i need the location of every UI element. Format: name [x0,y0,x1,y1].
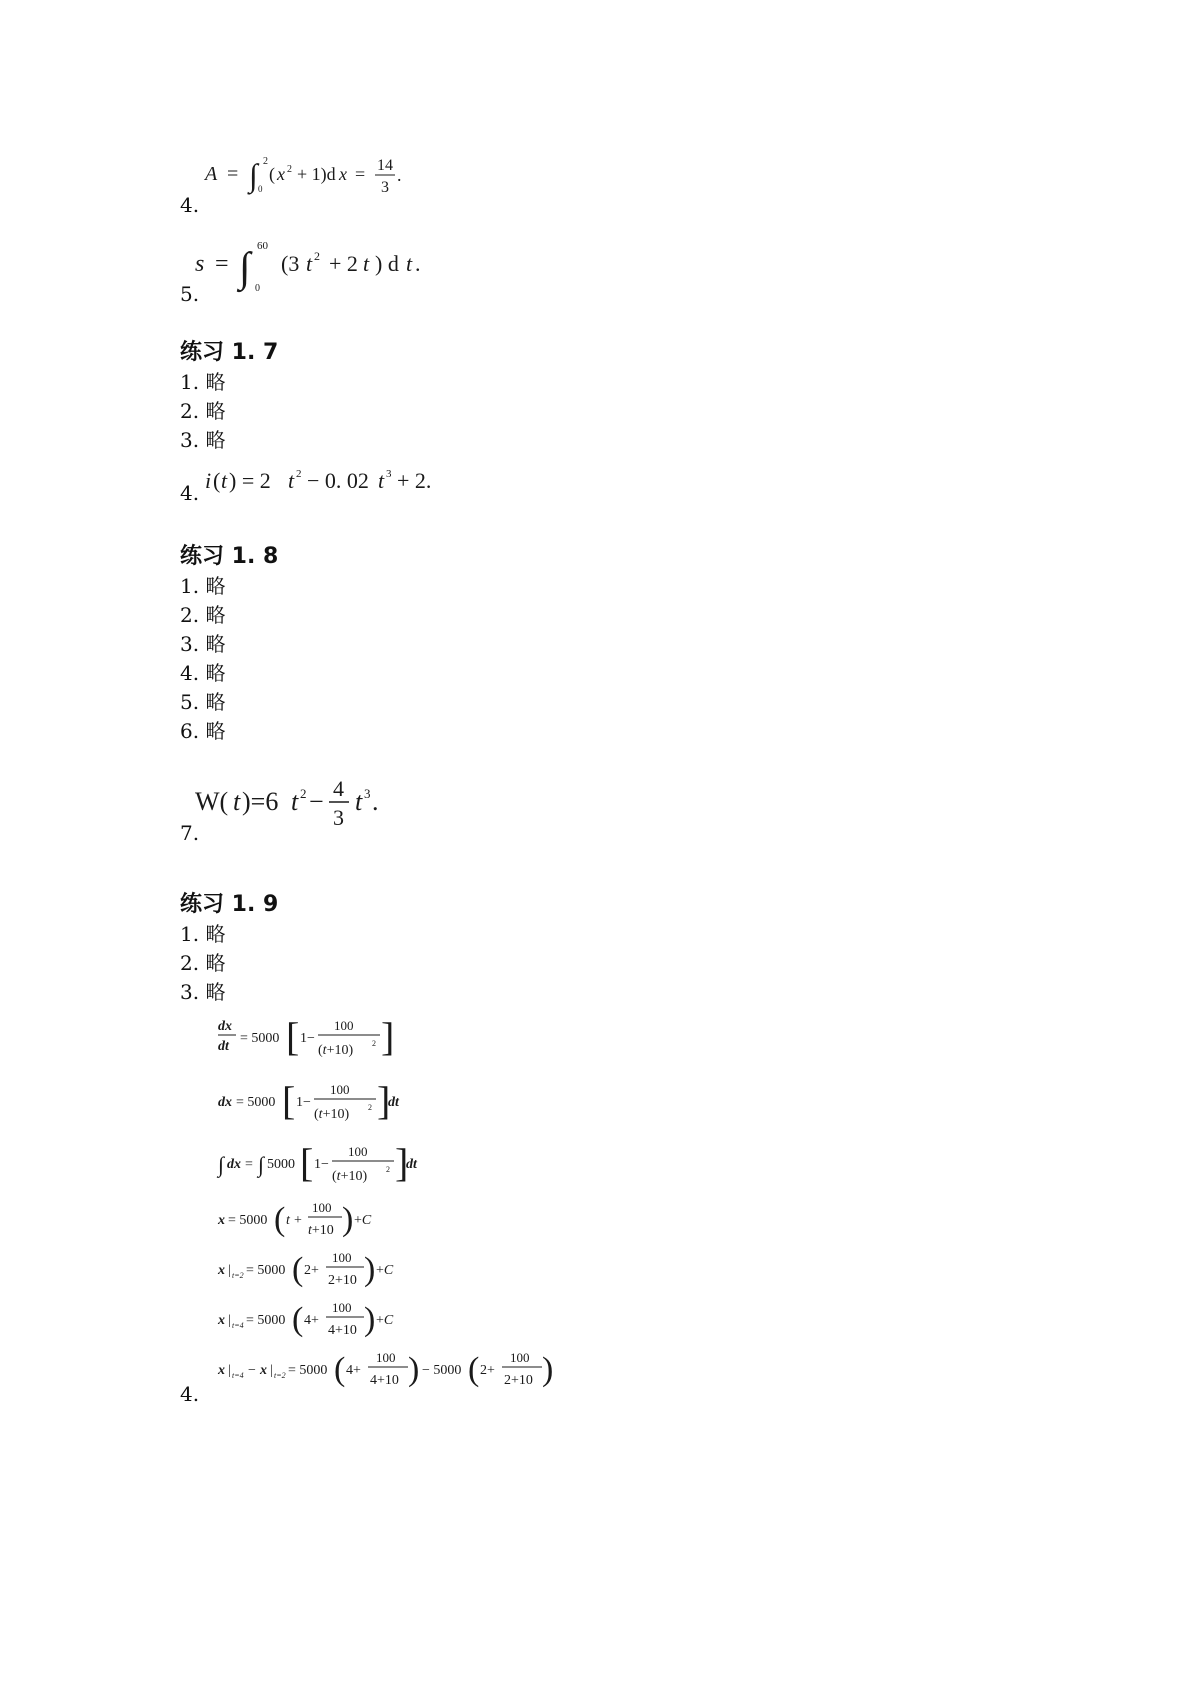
svg-text:= 5000: = 5000 [228,1213,268,1228]
svg-text:x: x [277,164,285,184]
svg-text:dt: dt [388,1095,399,1110]
svg-text:5000: 5000 [267,1157,295,1172]
svg-text:100: 100 [332,1250,352,1265]
list-item: 1. 略 [180,370,226,394]
svg-text:3: 3 [386,468,392,480]
svg-text:1−: 1− [314,1157,329,1172]
svg-text:0: 0 [255,283,260,294]
svg-text:∫: ∫ [249,157,258,193]
svg-text:[: [ [300,1140,314,1185]
svg-text:): ) [342,1201,354,1238]
svg-text:.: . [397,165,402,185]
svg-text:= 5000: = 5000 [246,1263,286,1278]
svg-text:dt: dt [218,1039,229,1054]
svg-text:2: 2 [287,164,292,175]
svg-text:t: t [221,468,228,493]
svg-text:100: 100 [330,1082,350,1097]
list-item: 3. 略 [180,980,226,1004]
svg-text:=: = [355,164,366,184]
svg-text:= 5000: = 5000 [246,1313,286,1328]
section-title: 练习 1. 9 [180,892,279,917]
svg-text:=: = [227,163,239,185]
svg-text:60: 60 [257,240,268,252]
svg-text:0: 0 [258,184,263,194]
svg-text:t: t [363,251,370,276]
item-number: 4. [180,1382,200,1406]
svg-text:2: 2 [372,1039,376,1048]
svg-text:∫: ∫ [218,1152,225,1177]
svg-text:t: t [406,251,413,276]
list-item: 6. 略 [180,719,226,743]
svg-text:∫: ∫ [239,245,251,291]
svg-text:[: [ [282,1078,296,1123]
svg-text:x: x [339,164,347,184]
svg-text:x: x [218,1263,225,1278]
svg-text:t: t [291,787,299,816]
item-number: 7. [180,821,200,845]
list-item: 1. 略 [180,922,226,946]
list-item: 2. 略 [180,951,226,975]
svg-text:− 5000: − 5000 [422,1363,462,1378]
svg-text:t=2: t=2 [274,1371,286,1380]
svg-text:(: ( [269,164,275,184]
svg-text:= 5000: = 5000 [240,1031,280,1046]
svg-text:): ) [364,1301,376,1338]
svg-text:t=4: t=4 [232,1371,244,1380]
svg-text:2: 2 [386,1165,390,1174]
svg-text:dx: dx [218,1095,232,1110]
derivation-line-1 [218,1014,394,1059]
svg-text:2+10: 2+10 [504,1373,533,1388]
derivation-line-3 [216,1140,418,1185]
svg-text:]: ] [377,1078,391,1123]
svg-text:t: t [306,251,313,276]
svg-text:4+10: 4+10 [328,1323,357,1338]
svg-text:(: ( [292,1251,304,1288]
svg-text:A: A [205,163,218,185]
list-item: 4. 略 [180,661,226,685]
svg-text:2: 2 [296,468,302,480]
svg-text:dx: dx [227,1157,241,1172]
svg-text:.: . [415,251,421,276]
formula-distance-integral [195,235,455,295]
svg-text:+C: +C [354,1213,372,1228]
svg-text:(: ( [292,1301,304,1338]
svg-text:3: 3 [381,179,389,196]
svg-text:100: 100 [334,1018,354,1033]
svg-text:|: | [228,1313,231,1328]
section-title: 练习 1. 7 [180,340,279,365]
svg-text:.: . [372,787,379,816]
svg-text:t: t [233,787,241,816]
list-item: 3. 略 [180,428,226,452]
svg-text:]: ] [381,1014,395,1059]
list-item: 2. 略 [180,603,226,627]
svg-text:x: x [218,1213,225,1228]
svg-text:]: ] [395,1140,409,1185]
svg-text:4+10: 4+10 [370,1373,399,1388]
svg-text:(: ( [468,1351,480,1388]
svg-text:|: | [270,1363,273,1378]
svg-text:(t+10): (t+10) [314,1107,350,1122]
svg-text:): ) [408,1351,420,1388]
item-number: 4. [180,193,200,217]
svg-text:2: 2 [368,1103,372,1112]
svg-text:= 5000: = 5000 [288,1363,328,1378]
list-item: 3. 略 [180,632,226,656]
svg-text:s: s [195,251,205,277]
svg-text:): ) [364,1251,376,1288]
svg-text:dt: dt [406,1157,417,1172]
svg-text:x: x [218,1363,225,1378]
svg-text:t: t [286,1213,290,1228]
derivation-block [218,1012,578,1402]
svg-text:4+: 4+ [346,1363,361,1378]
svg-text:+ 2.: + 2. [397,468,432,493]
svg-text:t=4: t=4 [232,1321,244,1330]
svg-text:2: 2 [314,249,320,263]
svg-text:100: 100 [510,1350,530,1365]
svg-text:x: x [260,1363,267,1378]
svg-text:) = 2: ) = 2 [229,468,271,493]
svg-text:14: 14 [377,157,393,174]
svg-text:3: 3 [364,786,371,801]
svg-text:100: 100 [348,1144,368,1159]
svg-text:2: 2 [300,786,307,801]
svg-text:= 5000: = 5000 [236,1095,276,1110]
svg-text:1−: 1− [296,1095,311,1110]
svg-text:3: 3 [333,805,344,830]
formula-work [195,772,435,832]
svg-text:100: 100 [376,1350,396,1365]
svg-text:(: ( [334,1351,346,1388]
list-item: 5. 略 [180,690,226,714]
svg-text:2+10: 2+10 [328,1273,357,1288]
svg-text:[: [ [286,1014,300,1059]
svg-text:W(: W( [195,787,229,816]
svg-text:2+: 2+ [304,1263,319,1278]
svg-text:(: ( [213,468,221,493]
svg-text:t=2: t=2 [232,1271,244,1280]
svg-text:4: 4 [333,776,344,801]
svg-text:x: x [218,1313,225,1328]
list-item: 2. 略 [180,399,226,423]
formula-area-integral [205,150,445,200]
svg-text:2: 2 [263,156,268,167]
svg-text:t+10: t+10 [308,1223,334,1238]
svg-text:100: 100 [312,1200,332,1215]
svg-text:+ 1)d: + 1)d [297,164,336,184]
svg-text:−: − [309,787,324,816]
svg-text:+C: +C [376,1263,394,1278]
svg-text:2+: 2+ [480,1363,495,1378]
list-item: 1. 略 [180,574,226,598]
derivation-line-2 [218,1078,400,1123]
derivation-line-4 [217,1200,372,1238]
svg-text:−: − [248,1363,256,1378]
svg-text:(t+10): (t+10) [318,1043,354,1058]
svg-text:t: t [355,787,363,816]
formula-current [205,462,485,498]
derivation-line-7 [217,1350,553,1388]
svg-text:dx: dx [218,1019,232,1034]
svg-text:− 0. 02: − 0. 02 [307,468,369,493]
svg-text:(3: (3 [281,251,300,276]
svg-text:=: = [215,251,229,277]
section-title: 练习 1. 8 [180,544,279,569]
svg-text:|: | [228,1363,231,1378]
svg-text:+ 2: + 2 [329,251,358,276]
svg-text:)=6: )=6 [242,787,279,816]
svg-text:) d: ) d [375,251,399,276]
svg-text:+C: +C [376,1313,394,1328]
svg-text:t: t [288,468,295,493]
derivation-line-6 [217,1300,394,1338]
svg-text:(t+10): (t+10) [332,1169,368,1184]
svg-text:=: = [245,1157,253,1172]
svg-text:100: 100 [332,1300,352,1315]
derivation-line-5 [217,1250,394,1288]
item-number: 5. [180,282,200,306]
item-number: 4. [180,481,200,505]
svg-text:1−: 1− [300,1031,315,1046]
svg-text:t: t [378,468,385,493]
svg-text:(: ( [274,1201,286,1238]
svg-text:∫: ∫ [258,1152,265,1177]
svg-text:4+: 4+ [304,1313,319,1328]
svg-text:i: i [205,468,212,493]
svg-text:|: | [228,1263,231,1278]
svg-text:): ) [542,1351,554,1388]
svg-text:+: + [294,1213,302,1228]
